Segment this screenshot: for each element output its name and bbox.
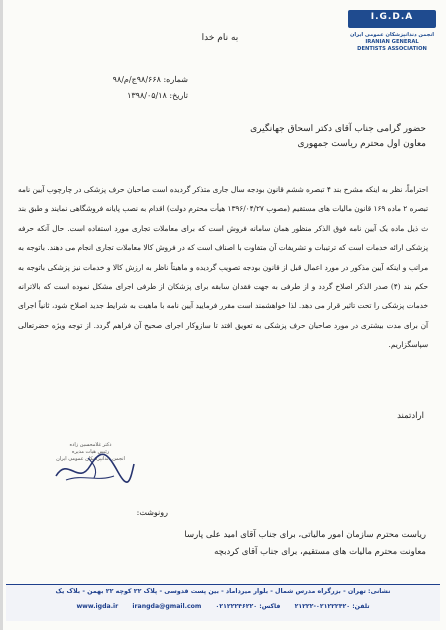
letter-date: تاریخ: ۱۳۹۸/۰۵/۱۸ xyxy=(127,91,188,100)
letter-footer xyxy=(6,584,440,621)
copy-item: ریاست محترم سازمان امور مالیاتی، برای جناب آقای امید علی پارسا xyxy=(184,530,426,540)
footer-email[interactable]: irangda@gmail.com xyxy=(132,603,202,610)
association-logo xyxy=(348,10,436,68)
letter-number: شماره: ۹۸/۶۶۸ج/م/۹۸ xyxy=(112,75,188,84)
footer-website[interactable]: www.igda.ir xyxy=(76,603,119,610)
stamp-line-2: رئیس هیات مدیره xyxy=(71,449,110,455)
letter-meta xyxy=(8,72,188,104)
scan-edge xyxy=(0,0,3,630)
closing-text: ارادتمند xyxy=(397,411,424,421)
logo-code: I.G.D.A xyxy=(370,12,414,22)
basmala: به نام خدا xyxy=(201,33,239,43)
stamp-line-3: انجمن دندانپزشکان عمومی ایران xyxy=(56,456,125,462)
signature-stamp xyxy=(38,434,143,502)
association-name-en-1: IRANIAN GENERAL xyxy=(365,39,419,45)
footer-contact xyxy=(6,603,440,610)
copy-list xyxy=(26,527,426,561)
footer-address: نشانی: تهران - بزرگراه مدرس شمال - بلوار میرداماد - بین پست قدوسی - پلاک ۲۲ کوچه ۲۲ بهمن - بلاک یک xyxy=(55,588,391,595)
association-name-en-2: DENTISTS ASSOCIATION xyxy=(357,46,427,52)
letter-body-text: احتراماً، نظر به اینکه مشرح بند ۴ تبصره ششم قانون بودجه سال جاری متذکر گردیده است صاحبان حرف پزشکی در چارچوب آیین نامه تبصره ۲ ماده ۱۶۹ قانون مالیات های مستقیم (مصوب ۱۳۹۶/۰۴/۲۷ هیأت محترم دولت) اقدام به نصب پایانه فروشگاهی نمایند و طبق بند ث ذیل ماده یک آیین نامه فوق الذکر منظور همان سامانه فروش است که برای معاملات تجاری مورد استفاده است. حال آنکه حرفه پزشکی ارائه خدمات است که ترتیبات و تشریفات آن متفاوت با اصناف است که در فروش کالا معاملات تجاری انجام می دهند. باتوجه به مراتب و اینکه آیین مذکور در مورد اعمال قبل از قانون بودجه تصویب گردیده و ماهیتاً ناظر به ارزش کالا و خدمات نیز پزشکی باتوجه به حکم بند (۴) صدر الذکر اصلاح گردد و از طرفی به جهت فقدان سابقه برای پزشکان از طرفی اجرای مشکل نموده است که بالاترانه خدمات پزشکی را تحت تاثیر قرار می دهد. لذا خواهشمند است مقرر فرمایید آیین نامه با ماهیت به شرایط جدید اصلاح شود، ثانیاً اجرای آن برای مدت بیشتری در مورد صاحبان حرف پزشکی به تعویق افتد تا سازوکار اجرای صحیح آن فراهم گردد. از توجه ویژه حضرتعالی سپاسگزاریم. xyxy=(18,185,428,350)
recipient-line-2: معاون اول محترم ریاست جمهوری xyxy=(297,139,426,149)
copy-item: معاونت محترم مالیات های مستقیم، برای جناب آقای کردبچه xyxy=(214,547,426,557)
logo-text xyxy=(348,32,436,53)
recipient-block xyxy=(36,122,426,152)
footer-fax: فاکس: ۰۲۱۲۲۲۴۶۲۲۰ xyxy=(215,603,281,610)
logo-badge xyxy=(348,10,436,28)
copy-label: رونوشت: xyxy=(136,508,168,517)
footer-phone: تلفن: ۰۲۱۲۲۲۴۲۰-۲۱۲۲۲ xyxy=(294,603,370,610)
signature-icon xyxy=(48,446,138,491)
stamp-line-1: دکتر غلامحسین زاده xyxy=(69,442,112,448)
association-name-fa: انجمن دندانپزشکان عمومی ایران xyxy=(349,32,435,38)
recipient-line-1: حضور گرامی جناب آقای دکتر اسحاق جهانگیری xyxy=(250,124,426,134)
letter-body xyxy=(18,180,428,355)
